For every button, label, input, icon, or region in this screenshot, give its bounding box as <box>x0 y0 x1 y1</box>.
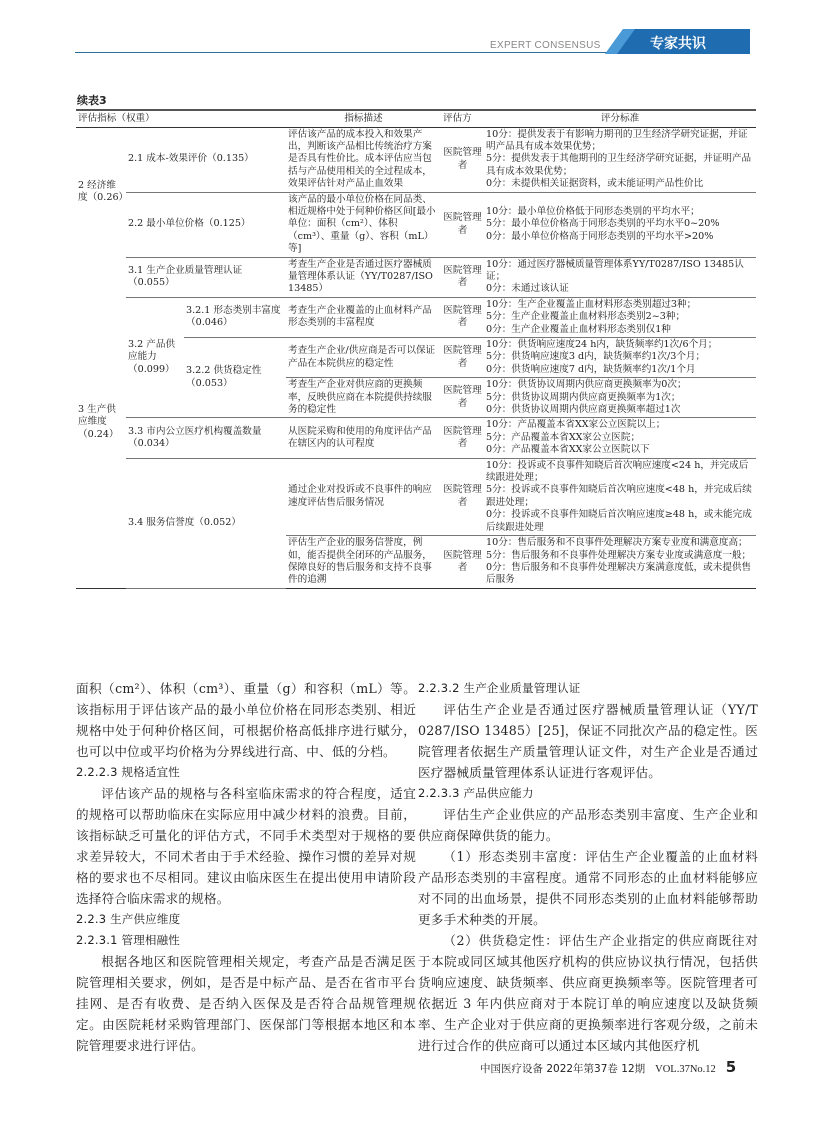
assessor-cell: 医院管理者 <box>441 192 484 257</box>
col-header-criteria: 评分标准 <box>484 110 756 127</box>
criteria-cell <box>484 127 756 192</box>
criteria-item: 0分：最小单位价格高于同形态类别的平均水平>20% <box>486 230 714 242</box>
indicator-cell: 3.1 生产企业质量管理认证（0.055） <box>126 257 286 297</box>
evaluation-table <box>76 109 756 589</box>
criteria-item: 0分：生产企业覆盖止血材料形态类别仅1种 <box>486 323 671 335</box>
criteria-item: 0分：售后服务和不良事件处理解决方案满意度低，或未提供售后服务 <box>486 561 752 586</box>
section-heading: 2.2.2.3 规格适宜性 <box>76 765 180 779</box>
criteria-item: 0分：供货协议周期内供应商更换频率超过1次 <box>486 404 681 416</box>
journal-info: 中国医疗设备 2022年第37卷 12期 <box>480 1063 646 1075</box>
description-cell: 考查生产企业/供应商是否可以保证产品在本院供应的稳定性 <box>286 338 441 378</box>
table-header-row <box>76 110 756 127</box>
criteria-item: 5分：最小单位价格高于同形态类别的平均水平0~20% <box>486 218 720 230</box>
group-cell: 3.2.2 供货稳定性（0.053） <box>184 338 286 418</box>
criteria-item: 10分：供货协议周期内供应商更换频率为0次； <box>486 379 687 391</box>
criteria-item: 5分：生产企业覆盖止血材料形态类别2~3种； <box>486 311 686 323</box>
assessor-cell: 医院管理者 <box>441 536 484 589</box>
indicator-cell: 2.2 最小单位价格（0.125） <box>126 192 286 257</box>
paragraph: 评估该产品的规格与各科室临床需求的符合程度，适宜的规格可以帮助临床在实际应用中减少材料的浪费。目前，该指标缺乏可量化的评估方式，不同手术类型对于规格的要求差异较大，不同术者由于手术经验、操作习惯的差异对规格的要求也不尽相同。建议由临床医生在提出使用申请阶段选择符合临床需求的规格。 <box>76 786 416 906</box>
criteria-cell <box>484 418 756 458</box>
page-footer <box>480 1058 736 1076</box>
header-rule <box>75 52 620 53</box>
description-cell: 评估生产企业的服务信誉度，例如，能否提供全闭环的产品服务，保障良好的售后服务和支持不良事件的追溯 <box>286 536 441 589</box>
group-cell: 3.4 服务信誉度（0.052） <box>126 458 286 588</box>
assessor-cell: 医院管理者 <box>441 127 484 192</box>
assessor-cell: 医院管理者 <box>441 338 484 378</box>
description-cell: 该产品的最小单位价格在同品类、相近规格中处于何种价格区间[最小单位：面积（cm²）、体积（cm³）、重量（g）、容积（mL）等] <box>286 192 441 257</box>
indicator-cell: 2.1 成本-效果评价（0.135） <box>126 127 286 192</box>
section-heading: 2.2.3.1 管理相融性 <box>76 933 180 947</box>
section-heading: 2.2.3.3 产品供应能力 <box>418 786 534 800</box>
criteria-item: 10分：产品覆盖本省XX家公立医院以上； <box>486 419 666 431</box>
section-label-en: EXPERT CONSENSUS <box>490 40 601 51</box>
criteria-cell <box>484 192 756 257</box>
table-row <box>76 418 756 458</box>
assessor-cell: 医院管理者 <box>441 257 484 297</box>
page-number: 5 <box>725 1058 737 1076</box>
description-cell: 考查生产企业是否通过医疗器械质量管理体系认证（YY/T0287/ISO 13485） <box>286 257 441 297</box>
criteria-item: 10分：投诉或不良事件知晓后首次响应速度<24 h，并完成后续跟进处理； <box>486 459 749 484</box>
criteria-cell <box>484 458 756 535</box>
section-heading: 2.2.3.2 生产企业质量管理认证 <box>418 681 581 695</box>
table-row <box>76 127 756 192</box>
criteria-item: 10分：通过医疗器械质量管理体系YY/T0287/ISO 13485认证； <box>486 258 744 282</box>
table-row <box>76 192 756 257</box>
indicator-cell: 3.2.1 形态类别丰富度（0.046） <box>184 297 286 337</box>
col-header-indicator: 评估指标（权重） <box>76 110 286 127</box>
criteria-item: 10分：提供发表于有影响力期刊的卫生经济学研究证据，并证明产品具有成本效果优势； <box>486 128 748 152</box>
col-header-desc: 指标描述 <box>286 110 441 127</box>
criteria-item: 0分：产品覆盖本省XX家公立医院以下 <box>486 444 650 456</box>
assessor-cell: 医院管理者 <box>441 418 484 458</box>
criteria-item: 10分：售后服务和不良事件处理解决方案专业度和满意度高； <box>486 537 748 549</box>
assessor-cell: 医院管理者 <box>441 378 484 418</box>
criteria-item: 5分：提供发表于其他期刊的卫生经济学研究证据，并证明产品具有成本效果优势； <box>486 153 752 177</box>
section-heading: 2.2.3 生产供应维度 <box>76 912 181 926</box>
criteria-cell <box>484 257 756 297</box>
volume-info: VOL.37No.12 <box>655 1064 716 1075</box>
paragraph: （1）形态类别丰富度：评估生产企业覆盖的止血材料产品形态类别的丰富程度。通常不同形态的止血材料能够应对不同的出血场景，提供不同形态类别的止血材料能够帮助更多手术种类的开展。 <box>418 849 758 927</box>
criteria-cell <box>484 297 756 337</box>
criteria-item: 10分：最小单位价格低于同形态类别的平均水平； <box>486 205 700 217</box>
criteria-cell <box>484 338 756 378</box>
criteria-item: 0分：投诉或不良事件知晓后首次响应速度≥48 h，或未能完成后续跟进处理 <box>486 509 752 533</box>
group-cell: 2 经济维度（0.26） <box>78 179 129 204</box>
criteria-item: 5分：供货协议周期内供应商更换频率为1次； <box>486 391 681 403</box>
criteria-item: 10分：生产企业覆盖止血材料形态类别超过3种； <box>486 298 697 310</box>
left-column-text <box>76 678 416 1056</box>
criteria-cell <box>484 536 756 589</box>
description-cell: 通过企业对投诉或不良事件的响应速度评估售后服务情况 <box>286 458 441 535</box>
indicator-cell: 3.3 市内公立医疗机构覆盖数量（0.034） <box>126 418 286 458</box>
right-column-text <box>418 678 758 1056</box>
paragraph: 根据各地区和医院管理相关规定，考查产品是否满足医院管理相关要求，例如，是否是中标产品、是否在省市平台挂网、是否有收费、是否纳入医保及是否符合品规管理规定。由医院耗材采购管理部门、医保部门等根据本地区和本院管理要求进行评估。 <box>76 954 416 1053</box>
description-cell: 考查生产企业对供应商的更换频率，反映供应商在本院提供持续服务的稳定性 <box>286 378 441 418</box>
criteria-item: 10分：供货响应速度24 h内，缺货频率约1次/6个月； <box>486 339 718 350</box>
description-cell: 考查生产企业覆盖的止血材料产品形态类别的丰富程度 <box>286 297 441 337</box>
criteria-item: 0分：未通过该认证 <box>486 283 569 295</box>
assessor-cell: 医院管理者 <box>441 297 484 337</box>
paragraph: 评估生产企业供应的产品形态类别丰富度、生产企业和供应商保障供货的能力。 <box>418 807 758 843</box>
criteria-item: 5分：投诉或不良事件知晓后首次响应速度<48 h，并完成后续跟进处理； <box>486 484 752 508</box>
criteria-item: 5分：产品覆盖本省XX家公立医院； <box>486 431 641 443</box>
assessor-cell: 医院管理者 <box>441 458 484 535</box>
description-cell: 从医院采购和使用的角度评估产品在辖区内的认可程度 <box>286 418 441 458</box>
table-row <box>76 297 756 337</box>
criteria-item: 0分：未提供相关证据资料，或未能证明产品性价比 <box>486 178 704 190</box>
group-cell: 3 生产供应维度（0.24） <box>76 257 126 588</box>
criteria-cell <box>484 378 756 418</box>
paragraph: （2）供货稳定性：评估生产企业指定的供应商既往对于本院或同区域其他医疗机构的供应协议执行情况，包括供货响应速度、缺货频率、供应商更换频率等。医院管理者可依据近 3 年内供应商对于本院订单的响应速度以及缺货频率、生产企业对于供应商的更换频率进行客观分级，之前未进行过合作的供应商可以通过本区域内其他医疗机 <box>418 933 758 1053</box>
criteria-item: 5分：供货响应速度3 d内，缺货频率约1次/3个月； <box>486 351 706 363</box>
col-header-assessor: 评估方 <box>441 110 484 127</box>
description-cell: 评估该产品的成本投入和效果产出，判断该产品相比传统治疗方案是否具有性价比。成本评估应当包括与产品使用相关的全过程成本，效果评估针对产品止血效果 <box>286 127 441 192</box>
section-label-cn: 专家共识 <box>650 36 706 52</box>
criteria-item: 0分：供货响应速度7 d内，缺货频率约1次/1个月 <box>486 363 696 375</box>
paragraph: 面积（cm²）、体积（cm³）、重量（g）和容积（mL）等。该指标用于评估该产品的最小单位价格在同形态类别、相近规格中处于何种价格区间，可根据价格高低排序进行赋分，也可以中位或平均价格为分界线进行高、中、低的分档。 <box>76 681 416 759</box>
criteria-item: 5分：售后服务和不良事件处理解决方案专业度或满意度一般； <box>486 549 752 561</box>
table-row <box>76 458 756 535</box>
table-caption: 续表3 <box>77 94 107 107</box>
paragraph: 评估生产企业是否通过医疗器械质量管理认证（YY/T 0287/ISO 13485）[25]，保证不同批次产品的稳定性。医院管理者依据生产质量管理认证文件，对生产企业是否通过医疗器械质量管理体系认证进行客观评估。 <box>418 702 758 780</box>
group-cell: 3.2 产品供应能力（0.099） <box>126 297 184 418</box>
table-row <box>76 257 756 297</box>
